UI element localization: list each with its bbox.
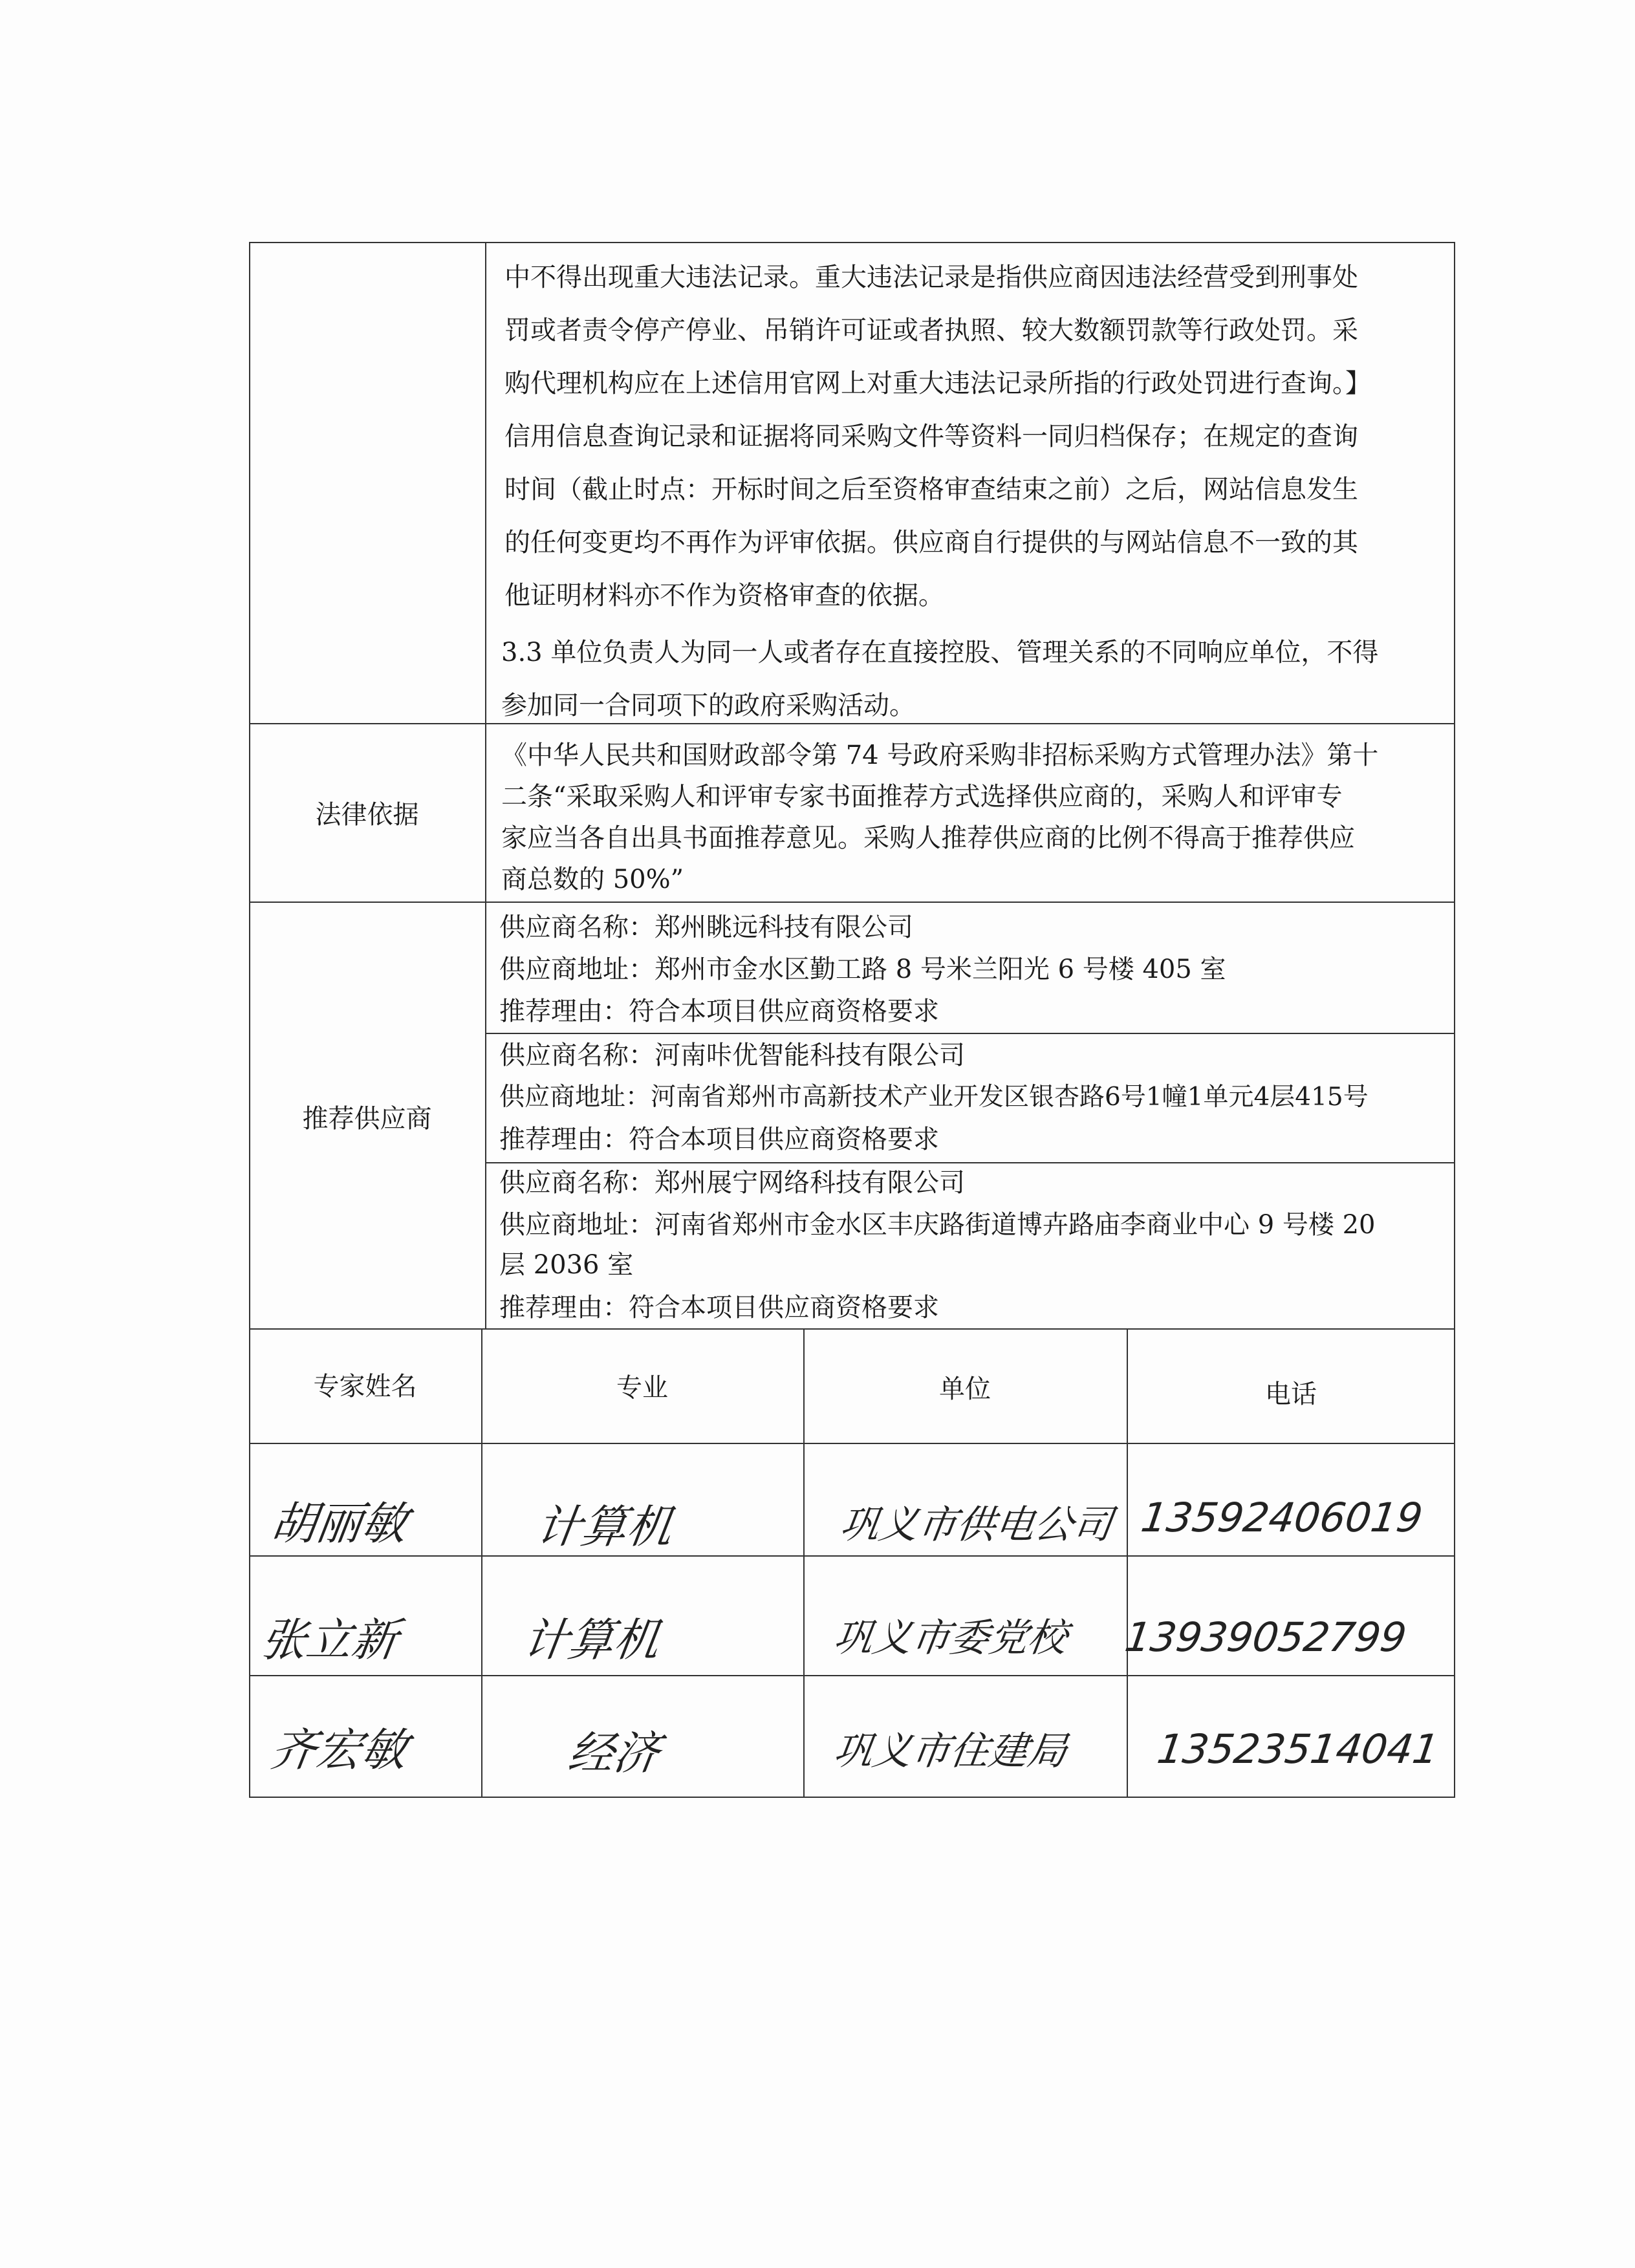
expert-phone: 13523514041 <box>1154 1725 1442 1773</box>
expert-phone: 13939052799 <box>1121 1614 1410 1661</box>
expert-unit: 巩义市住建局 <box>830 1729 1070 1774</box>
supplier-reason: 推荐理由：符合本项目供应商资格要求 <box>499 997 939 1026</box>
expert-header-unit: 单位 <box>939 1374 991 1404</box>
section1-line: 中不得出现重大违法记录。重大违法记录是指供应商因违法经营受到刑事处 <box>504 263 1358 292</box>
supplier-address: 供应商地址：河南省郑州市金水区丰庆路街道博卉路庙李商业中心 9 号楼 20 <box>499 1210 1376 1240</box>
expert-unit: 巩义市委党校 <box>830 1615 1070 1661</box>
expert-header-phone: 电话 <box>1265 1379 1317 1409</box>
section1-line: 购代理机构应在上述信用官网上对重大违法记录所指的行政处罚进行查询。】 <box>504 369 1371 398</box>
row-divider-expert2 <box>249 1675 1455 1676</box>
expert-header-name: 专家姓名 <box>313 1372 417 1401</box>
expert-header-major: 专业 <box>616 1373 668 1403</box>
supplier-address: 层 2036 室 <box>499 1250 634 1280</box>
supplier-name: 供应商名称：郑州展宁网络科技有限公司 <box>499 1168 965 1198</box>
suppliers-label: 推荐供应商 <box>302 1104 432 1134</box>
supplier-reason: 推荐理由：符合本项目供应商资格要求 <box>499 1125 939 1154</box>
supplier-name: 供应商名称：郑州眺远科技有限公司 <box>499 913 913 942</box>
legal-line: 《中华人民共和国财政部令第 74 号政府采购非招标采购方式管理办法》第十 <box>501 740 1379 770</box>
legal-line: 商总数的 50%” <box>501 865 684 894</box>
supplier-divider-1 <box>485 1033 1455 1034</box>
legal-label: 法律依据 <box>315 800 419 830</box>
expert-major: 计算机 <box>519 1614 663 1667</box>
row-divider-experts <box>249 1328 1455 1330</box>
expert-signature: 齐宏敏 <box>267 1723 411 1777</box>
row-divider-header <box>249 1443 1455 1444</box>
legal-line: 二条“采取采购人和评审专家书面推荐方式选择供应商的，采购人和评审专 <box>501 782 1343 812</box>
supplier-reason: 推荐理由：符合本项目供应商资格要求 <box>499 1293 939 1323</box>
supplier-address: 供应商地址：郑州市金水区勤工路 8 号米兰阳光 6 号楼 405 室 <box>499 955 1226 984</box>
section1-line: 时间（截止时点：开标时间之后至资格审查结束之前）之后，网站信息发生 <box>504 475 1358 504</box>
expert-major: 经济 <box>565 1727 663 1780</box>
expert-phone: 13592406019 <box>1138 1494 1426 1541</box>
section1-line: 的任何变更均不再作为评审依据。供应商自行提供的与网站信息不一致的其 <box>504 528 1358 557</box>
section1-line: 信用信息查询记录和证据将同采购文件等资料一同归档保存；在规定的查询 <box>504 422 1358 451</box>
supplier-name: 供应商名称：河南咔优智能科技有限公司 <box>499 1041 965 1070</box>
section1-line: 他证明材料亦不作为资格审查的依据。 <box>504 581 944 610</box>
expert-unit: 巩义市供电公司 <box>837 1502 1116 1548</box>
section1-line: 参加同一合同项下的政府采购活动。 <box>501 691 915 720</box>
expert-major: 计算机 <box>532 1500 676 1553</box>
section1-line: 3.3 单位负责人为同一人或者存在直接控股、管理关系的不同响应单位，不得 <box>501 638 1379 667</box>
left-column-divider <box>485 242 486 1328</box>
row-divider-suppliers <box>249 902 1455 903</box>
legal-line: 家应当各自出具书面推荐意见。采购人推荐供应商的比例不得高于推荐供应 <box>501 823 1355 853</box>
supplier-address: 供应商地址：河南省郑州市高新技术产业开发区银杏路6号1幢1单元4层415号 <box>499 1083 1369 1112</box>
expert-signature: 张立新 <box>257 1614 401 1667</box>
row-divider-expert1 <box>249 1555 1455 1557</box>
expert-signature: 胡丽敏 <box>267 1497 411 1550</box>
section1-line: 罚或者责令停产停业、吊销许可证或者执照、较大数额罚款等行政处罚。采 <box>504 316 1358 345</box>
